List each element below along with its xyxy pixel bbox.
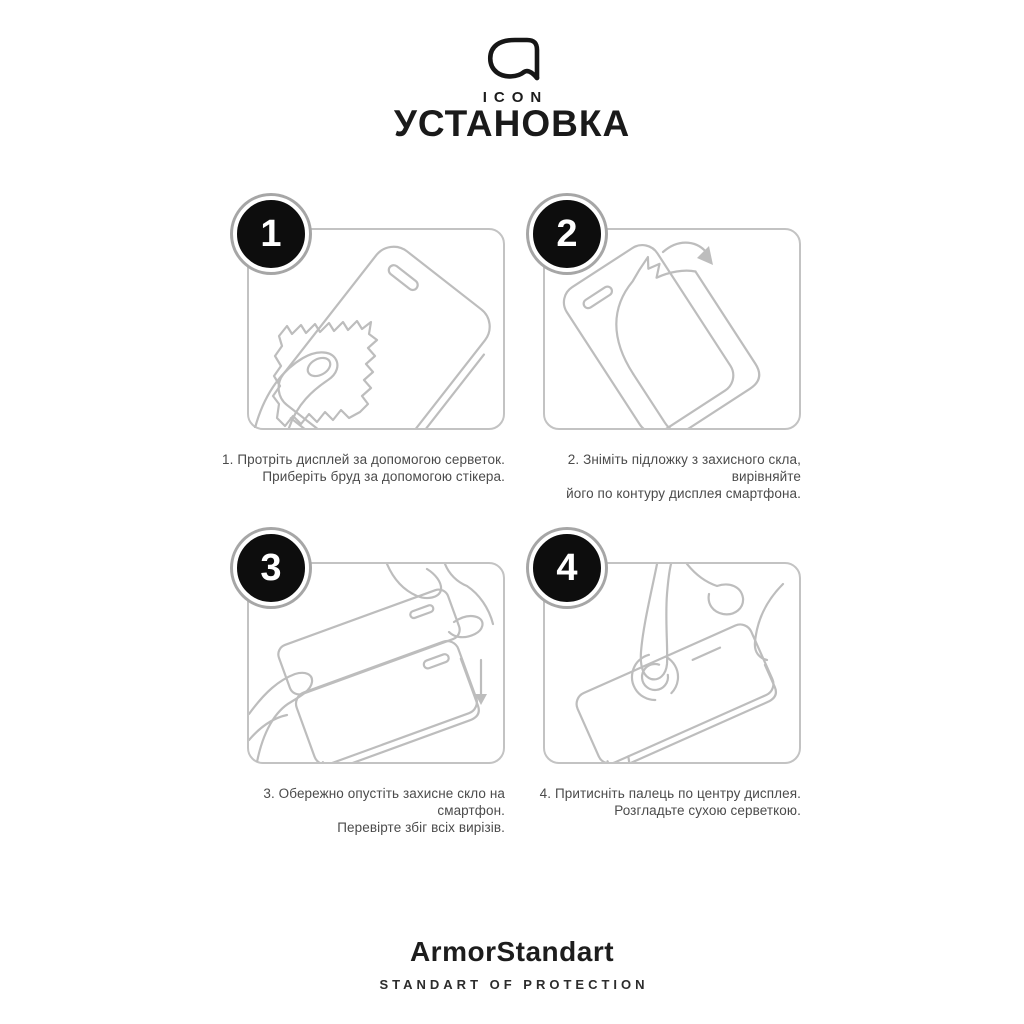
header-brand — [0, 34, 1024, 106]
step-4-caption-line2: Розгладьте сухою серветкою. — [614, 803, 801, 818]
step-4-panel — [543, 547, 801, 764]
step-1-caption-line2: Приберіть бруд за допомогою стікера. — [262, 469, 505, 484]
step-3 — [247, 547, 505, 836]
step-2-number-badge — [529, 196, 605, 272]
step-1-caption — [207, 451, 505, 487]
step-3-caption — [207, 785, 505, 836]
step-4-caption — [503, 785, 801, 821]
step-2-caption-line1: 2. Зніміть підложку з захисного скла, вирівняйте — [567, 452, 801, 484]
step-3-panel — [247, 547, 505, 764]
step-4-caption-line1: 4. Притисніть палець по центру дисплея. — [539, 786, 801, 801]
step-4 — [539, 547, 801, 836]
step-4-number: 4 — [556, 547, 578, 589]
step-2-panel — [543, 213, 801, 430]
step-1-panel — [247, 213, 505, 430]
brand-logo-text: ICON — [482, 89, 549, 106]
step-1-number-badge — [233, 196, 309, 272]
step-2-caption-line2: його по контуру дисплея смартфона. — [566, 486, 801, 501]
page-title: УСТАНОВКА — [393, 103, 631, 144]
step-3-number: 3 — [260, 547, 282, 589]
footer-brand — [0, 936, 1024, 992]
step-4-number-badge — [529, 530, 605, 606]
step-3-number-badge — [233, 530, 309, 606]
step-3-caption-line1: 3. Обережно опустіть захисне скло на смартфон. — [263, 786, 505, 818]
step-2 — [543, 213, 801, 502]
step-2-caption — [503, 451, 801, 502]
armorstandart-icon-logo-icon — [481, 34, 543, 84]
step-3-caption-line2: Перевірте збіг всіх вирізів. — [337, 820, 505, 835]
step-2-number: 2 — [556, 213, 578, 255]
step-1 — [222, 213, 505, 502]
footer-logo-text: ArmorStandart — [409, 936, 615, 967]
step-1-number: 1 — [260, 213, 282, 255]
steps-grid — [222, 213, 801, 836]
step-1-caption-line1: 1. Протріть дисплей за допомогою серветок. — [222, 452, 505, 467]
footer-tagline: STANDART OF PROTECTION — [379, 977, 649, 992]
